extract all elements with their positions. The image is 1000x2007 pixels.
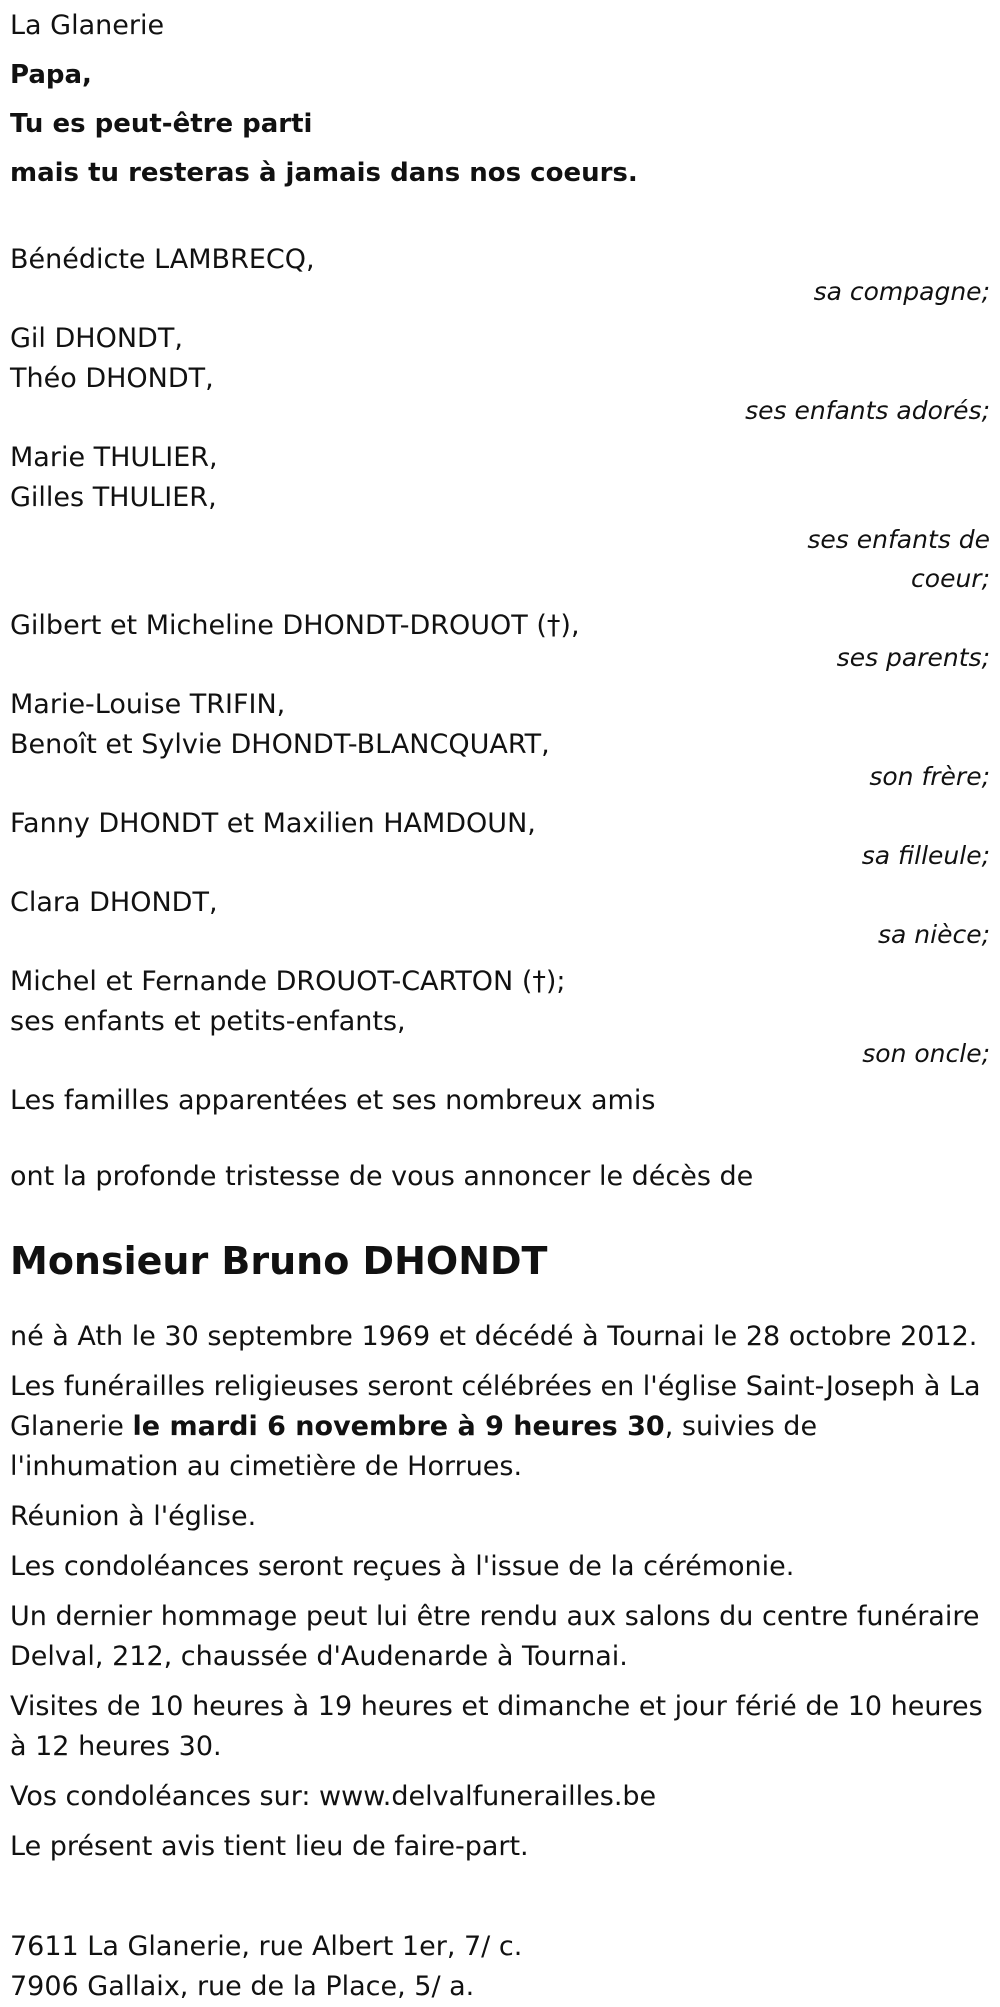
- birth-death-dates: né à Ath le 30 septembre 1969 et décédé à Tournai le 28 octobre 2012.: [10, 1321, 978, 1352]
- family-name: Gilles THULIER,: [10, 482, 217, 513]
- family-name: Théo DHONDT,: [10, 363, 214, 394]
- family-list: [10, 240, 990, 1121]
- family-group: [10, 804, 990, 875]
- family-name: Marie THULIER,: [10, 442, 218, 473]
- funeral-info: [10, 1367, 990, 1487]
- verse-line: mais tu resteras à jamais dans nos coeurs.: [10, 158, 638, 188]
- family-group: [10, 962, 990, 1073]
- relation: ses enfants de coeur;: [807, 525, 990, 593]
- relation: ses enfants adorés;: [745, 396, 990, 425]
- condolences-info: Les condoléances seront reçues à l'issue de la cérémonie.: [10, 1551, 795, 1582]
- family-name: Michel et Fernande DROUOT-CARTON (†);: [10, 966, 566, 997]
- relation: sa filleule;: [861, 841, 990, 870]
- family-group: [10, 240, 990, 311]
- family-name: Bénédicte LAMBRECQ,: [10, 244, 315, 275]
- relation: sa nièce;: [877, 920, 990, 949]
- family-name: Fanny DHONDT et Maxilien HAMDOUN,: [10, 808, 536, 839]
- notice-text: Le présent avis tient lieu de faire-part.: [10, 1831, 529, 1862]
- visits-info: Visites de 10 heures à 19 heures et dimanche et jour férié de 10 heures à 12 heures 30.: [10, 1691, 983, 1762]
- addresses: [10, 1927, 990, 2007]
- online-condolences: Vos condoléances sur: www.delvalfunerailles.be: [10, 1781, 657, 1812]
- family-group: [10, 438, 990, 598]
- address-line: 7906 Gallaix, rue de la Place, 5/ a.: [10, 1971, 475, 2002]
- family-name: ses enfants et petits-enfants,: [10, 1006, 406, 1037]
- details: [10, 1317, 990, 1867]
- announcement-intro: ont la profonde tristesse de vous annoncer le décès de: [10, 1161, 754, 1192]
- family-name: Clara DHONDT,: [10, 887, 218, 918]
- funeral-date: le mardi 6 novembre à 9 heures 30: [132, 1411, 665, 1442]
- verse-line: Papa,: [10, 60, 92, 90]
- verse-line: Tu es peut-être parti: [10, 109, 313, 139]
- family-group: [10, 1081, 990, 1121]
- meeting-info: Réunion à l'église.: [10, 1501, 257, 1532]
- family-name: Les familles apparentées et ses nombreux amis: [10, 1085, 656, 1116]
- relation: son frère;: [869, 762, 990, 791]
- family-name: Gilbert et Micheline DHONDT-DROUOT (†),: [10, 610, 580, 641]
- deceased-name: Monsieur Bruno DHONDT: [10, 1239, 548, 1283]
- family-group: [10, 319, 990, 430]
- header: [10, 0, 990, 192]
- family-name: Benoît et Sylvie DHONDT-BLANCQUART,: [10, 729, 550, 760]
- family-group: [10, 606, 990, 677]
- relation: ses parents;: [836, 643, 990, 672]
- relation: sa compagne;: [813, 277, 990, 306]
- family-name: Gil DHONDT,: [10, 323, 183, 354]
- funeral-text: , suivies de l'inhumation au cimetière de Horrues.: [10, 1411, 818, 1482]
- relation: son oncle;: [862, 1039, 990, 1068]
- funeral-text: Les funérailles religieuses seront célébrées en l'église Saint-Joseph à La Glanerie: [10, 1371, 981, 1442]
- place-name: La Glanerie: [10, 10, 165, 41]
- address-line: 7611 La Glanerie, rue Albert 1er, 7/ c.: [10, 1931, 523, 1962]
- family-group: [10, 685, 990, 796]
- family-name: Marie-Louise TRIFIN,: [10, 689, 286, 720]
- tribute-info: Un dernier hommage peut lui être rendu aux salons du centre funéraire Delval, 212, chaussée d'Audenarde à Tournai.: [10, 1601, 980, 1672]
- family-group: [10, 883, 990, 954]
